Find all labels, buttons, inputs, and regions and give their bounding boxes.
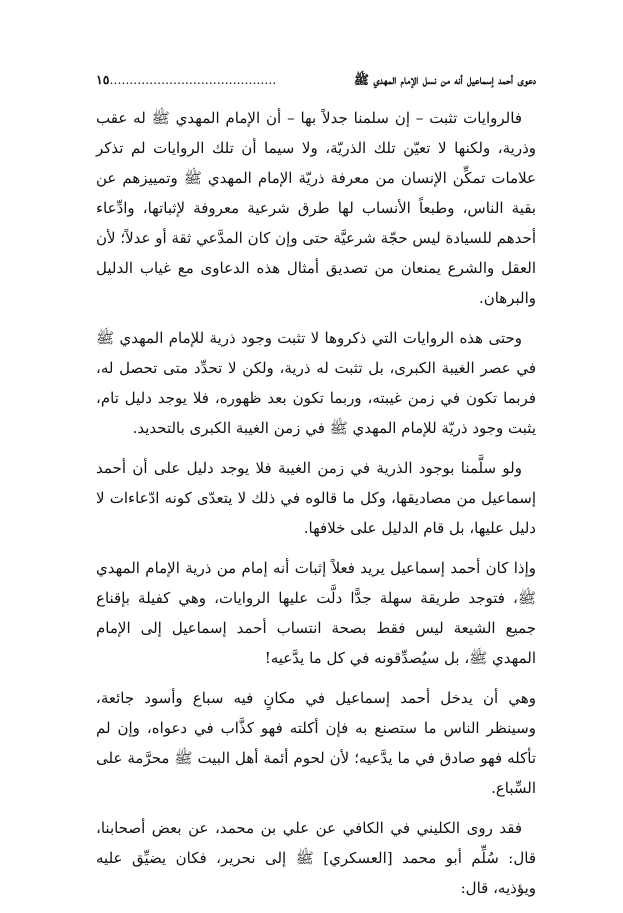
leader-dots: ..........................................: [109, 72, 277, 87]
paragraph: ولو سلَّمنا بوجود الذرية في زمن الغيبة فلا يوجد دليل على أن أحمد إسماعيل من مصاديقها، وكل ما قالوه في ذلك لا يتعدّى كونه ادّعاءات لا دليل عليها، بل قام الدليل على خلافها.: [96, 459, 536, 537]
page-number-group: [96, 72, 276, 87]
running-header: [96, 72, 536, 91]
page-number: ١٥: [96, 72, 110, 87]
paragraph: وهي أن يدخل أحمد إسماعيل في مكانٍ فيه سباع وأسود جائعة، وسينظر الناس ما ستصنع به فإن أكلته فهو كذَّاب في دعواه، وإن لم تأكله فهو صادق في ما يدَّعيه؛ لأن لحوم أئمة أهل البيت ﷺ محرَّمة على السِّباع.: [96, 689, 536, 797]
paragraph: وإذا كان أحمد إسماعيل يريد فعلاً إثبات أنه إمام من ذرية الإمام المهدي ﷺ، فتوجد طريقة سهلة جدًّا دلَّت عليها الروايات، وهي كفيلة بإقناع جميع الشيعة ليس فقط بصحة انتساب أحمد إسماعيل إلى الإمام المهدي ﷺ، بل سيُصدِّقونه في كل ما يدَّعيه!: [96, 559, 536, 667]
paragraph: وحتى هذه الروايات التي ذكروها لا تثبت وجود ذرية للإمام المهدي ﷺ في عصر الغيبة الكبرى، بل تثبت له ذرية، ولكن لا تحدِّد متى تحصل له، فربما تكون في زمن غيبته، وربما تكون بعد ظهوره، فلا يوجد دليل تام، يثبت وجود ذريّة للإمام المهدي ﷺ في زمن الغيبة الكبرى بالتحديد.: [96, 329, 536, 437]
paragraph: فالروايات تثبت – إن سلمنا جدلاً بها – أن الإمام المهدي ﷺ له عقب وذرية، ولكنها لا تعيّن تلك الذريّة، ولا سيما أن تلك الروايات لم تذكر علامات تمكِّن الإنسان من معرفة ذريّة الإمام المهدي ﷺ وتمييزهم عن بقية الناس، وطبعاً الأنساب لها طرق شرعية معروفة لإثباتها، وادِّعاء أحدهم للسيادة ليس حجّة شرعيَّة حتى وإن كان المدَّعي ثقة أو عدلاً؛ لأن العقل والشرع يمنعان من تصديق أمثال هذه الدعاوى مع غياب الدليل والبرهان.: [96, 109, 536, 307]
body-text: [96, 103, 536, 913]
paragraph: فقد روى الكليني في الكافي عن علي بن محمد، عن بعض أصحابنا، قال: سُلِّم أبو محمد [العسكري] ﷺ إلى نحرير، فكان يضيِّق عليه ويؤذيه، قال:: [96, 819, 536, 897]
header-title: دعوى أحمد إسماعيل أنه من نسل الإمام المهدي ﷺ: [353, 72, 536, 87]
